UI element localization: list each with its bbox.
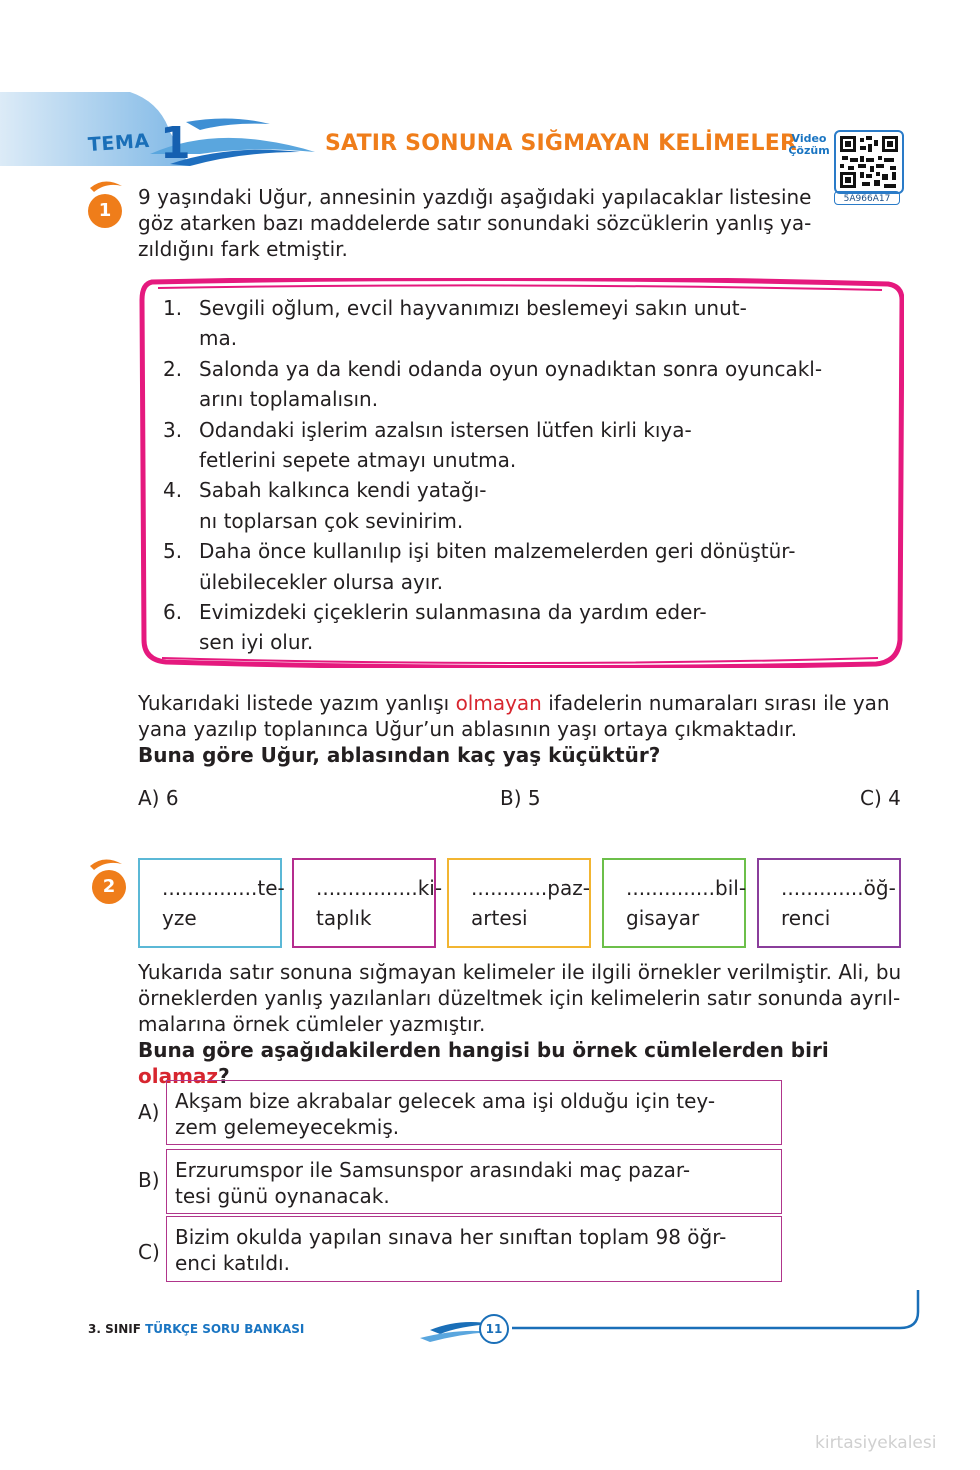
video-label-line2: Çözüm bbox=[788, 144, 830, 157]
word-line: ...............te- bbox=[162, 876, 285, 900]
word-line: renci bbox=[781, 906, 831, 930]
list-item-line: Salonda ya da kendi odanda oyun oynadıktan sonra oyuncakl- bbox=[199, 356, 823, 381]
question-2-description bbox=[138, 959, 908, 1089]
list-item-line: Evimizdeki çiçeklerin sulanmasına da yardım eder- bbox=[199, 600, 707, 625]
answer-c-box[interactable] bbox=[166, 1216, 782, 1282]
word-line: gisayar bbox=[626, 906, 700, 930]
answer-line: enci katıldı. bbox=[175, 1251, 290, 1275]
list-item-number: 5. bbox=[163, 539, 183, 564]
choice-b[interactable]: B) 5 bbox=[500, 786, 541, 810]
footer-book: TÜRKÇE SORU BANKASI bbox=[145, 1322, 305, 1336]
footer-book-title bbox=[88, 1322, 304, 1336]
answer-line: tesi günü oynanacak. bbox=[175, 1184, 390, 1208]
question-number: 2 bbox=[92, 870, 126, 904]
list-item bbox=[163, 293, 863, 354]
word-line: artesi bbox=[471, 906, 528, 930]
page-number: 11 bbox=[479, 1314, 509, 1344]
word-line: taplık bbox=[316, 906, 372, 930]
description-line bbox=[138, 690, 908, 716]
word-box-pazartesi bbox=[447, 858, 591, 948]
highlight-olamaz: olamaz bbox=[138, 1064, 219, 1088]
word-box-teyze bbox=[138, 858, 285, 948]
list-item-number: 3. bbox=[163, 417, 183, 442]
question-1-prompt: Buna göre Uğur, ablasından kaç yaş küçüktür? bbox=[138, 743, 661, 767]
list-item-line: arını toplamalısın. bbox=[199, 387, 379, 412]
answer-line: zem gelemeyecekmiş. bbox=[175, 1115, 400, 1139]
word-line: ............paz- bbox=[471, 876, 590, 900]
page-title: SATIR SONUNA SIĞMAYAN KELİMELER bbox=[325, 131, 798, 156]
watermark-text: kirtasiyekalesi bbox=[815, 1433, 937, 1453]
choice-a[interactable]: A) 6 bbox=[138, 786, 179, 810]
description-line: Yukarıda satır sonuna sığmayan kelimeler ile ilgili örnekler verilmiştir. Ali, bu bbox=[138, 960, 902, 984]
list-item bbox=[163, 536, 863, 597]
description-line: örneklerden yanlış yazılanları düzeltmek için kelimelerin satır sonunda ayrıl- bbox=[138, 986, 901, 1010]
answer-b-box[interactable] bbox=[166, 1149, 782, 1214]
list-item-number: 4. bbox=[163, 478, 183, 503]
description-line: yana yazılıp toplanınca Uğur’un ablasının yaşı ortaya çıkmaktadır. bbox=[138, 717, 798, 741]
video-label-line1: Video bbox=[791, 132, 827, 145]
list-item-line: Daha önce kullanılıp işi biten malzemelerden geri dönüştür- bbox=[199, 539, 796, 564]
list-item bbox=[163, 475, 863, 536]
tema-number: 1 bbox=[160, 118, 191, 169]
qr-code-id: 5A966A17 bbox=[834, 191, 900, 205]
list-item-line: nı toplarsan çok sevinirim. bbox=[199, 508, 464, 533]
list-item-number: 1. bbox=[163, 296, 183, 320]
word-line: ................ki- bbox=[316, 876, 443, 900]
highlight-olmayan: olmayan bbox=[455, 691, 542, 715]
list-item-number: 2. bbox=[163, 356, 183, 381]
list-item-line: fetlerini sepete atmayı unutma. bbox=[199, 448, 517, 473]
word-line: ..............bil- bbox=[626, 876, 747, 900]
word-box-kitaplik bbox=[292, 858, 443, 948]
word-line: yze bbox=[162, 906, 197, 930]
list-item bbox=[163, 354, 863, 415]
choice-c[interactable]: C) 4 bbox=[860, 786, 901, 810]
intro-line: 9 yaşındaki Uğur, annesinin yazdığı aşağıdaki yapılacaklar listesine bbox=[138, 185, 812, 209]
answer-a-box[interactable] bbox=[166, 1080, 782, 1145]
prompt-text: ? bbox=[218, 1064, 230, 1088]
description-text: ifadelerin numaraları sırası ile yan bbox=[541, 691, 890, 715]
word-box-bilgisayar bbox=[602, 858, 746, 948]
question-number: 1 bbox=[88, 194, 122, 228]
video-solution-label[interactable] bbox=[786, 133, 832, 157]
answer-c-label[interactable]: C) bbox=[138, 1240, 160, 1264]
question-1-intro bbox=[138, 184, 908, 262]
todo-list bbox=[163, 293, 863, 658]
intro-line: zıldığını fark etmiştir. bbox=[138, 237, 348, 261]
intro-line: göz atarken bazı maddelerde satır sonundaki sözcüklerin yanlış ya- bbox=[138, 211, 812, 235]
answer-line: Bizim okulda yapılan sınava her sınıftan toplam 98 öğr- bbox=[175, 1225, 727, 1249]
description-line: malarına örnek cümleler yazmıştır. bbox=[138, 1012, 486, 1036]
list-item-line: ülebilecekler olursa ayır. bbox=[199, 569, 444, 594]
answer-line: Erzurumspor ile Samsunspor arasındaki maç pazar- bbox=[175, 1158, 691, 1182]
answer-b-label[interactable]: B) bbox=[138, 1168, 160, 1192]
question-1-description bbox=[138, 690, 908, 768]
list-item bbox=[163, 415, 863, 476]
list-item-number: 6. bbox=[163, 600, 183, 625]
list-item-line: Odandaki işlerim azalsın istersen lütfen kirli kıya- bbox=[199, 417, 692, 442]
list-item-line: Sabah kalkınca kendi yatağı- bbox=[199, 478, 487, 503]
answer-a-label[interactable]: A) bbox=[138, 1100, 160, 1124]
list-item-line: ma. bbox=[199, 326, 238, 351]
list-item-line: Sevgili oğlum, evcil hayvanımızı beslemeyi sakın unut- bbox=[199, 296, 747, 320]
word-box-ogrenci bbox=[757, 858, 901, 948]
word-line: .............öğ- bbox=[781, 876, 896, 900]
list-item bbox=[163, 597, 863, 658]
footer-grade: 3. SINIF bbox=[88, 1322, 141, 1336]
description-text: Yukarıdaki listede yazım yanlışı bbox=[138, 691, 456, 715]
tema-label: TEMA bbox=[87, 129, 151, 157]
prompt-text: Buna göre aşağıdakilerden hangisi bu örnek cümlelerden biri bbox=[138, 1038, 829, 1062]
list-item-line: sen iyi olur. bbox=[199, 630, 314, 655]
answer-line: Akşam bize akrabalar gelecek ama işi olduğu için tey- bbox=[175, 1089, 716, 1113]
